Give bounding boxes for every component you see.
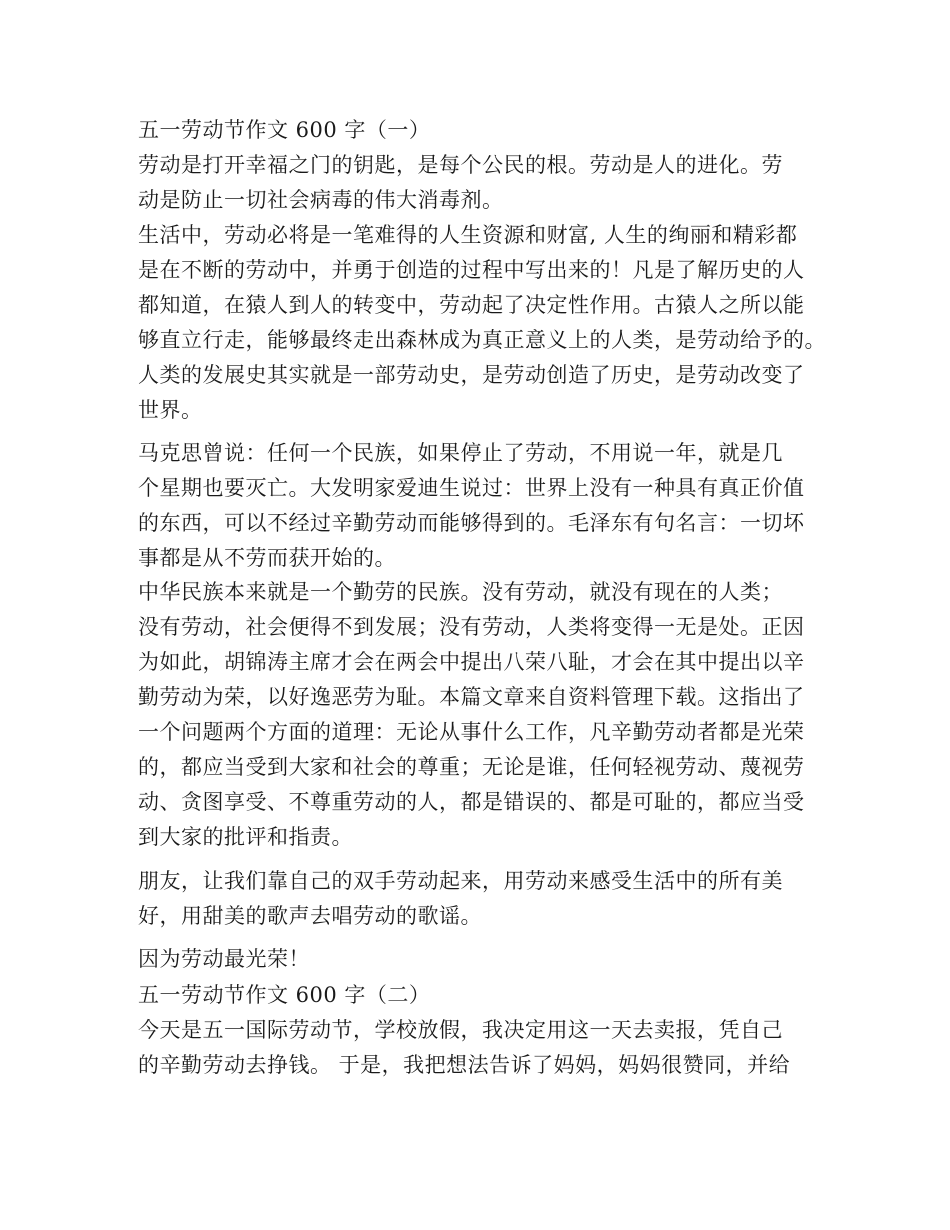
essay-heading-2: 五一劳动节作文 600 字（二） bbox=[138, 983, 431, 1007]
text-line: 的辛勤劳动去挣钱。 于是，我把想法告诉了妈妈，妈妈很赞同，并给 bbox=[138, 1053, 791, 1077]
text-line: 勤劳动为荣，以好逸恶劳为耻。本篇文章来自资料管理下载。这指出了 bbox=[138, 685, 805, 709]
text-line: 到大家的批评和指责。 bbox=[138, 825, 353, 849]
text-line: 的东西，可以不经过辛勤劳动而能够得到的。毛泽东有句名言：一切坏 bbox=[138, 511, 805, 535]
text-line: 世界。 bbox=[138, 398, 203, 422]
text-line: 是在不断的劳动中，并勇于创造的过程中写出来的！凡是了解历史的人 bbox=[138, 258, 805, 282]
text-line: 个星期也要灭亡。大发明家爱迪生说过：世界上没有一种具有真正价值 bbox=[138, 476, 805, 500]
text-line: 为如此，胡锦涛主席才会在两会中提出八荣八耻，才会在其中提出以辛 bbox=[138, 650, 805, 674]
text-line: 今天是五一国际劳动节，学校放假，我决定用这一天去卖报，凭自己 bbox=[138, 1018, 783, 1042]
text-line: 朋友，让我们靠自己的双手劳动起来，用劳动来感受生活中的所有美 bbox=[138, 869, 783, 893]
text-line: 事都是从不劳而获开始的。 bbox=[138, 546, 396, 570]
text-line: 中华民族本来就是一个勤劳的民族。没有劳动，就没有现在的人类； bbox=[138, 580, 783, 604]
text-line: 动是防止一切社会病毒的伟大消毒剂。 bbox=[138, 188, 504, 212]
text-line: 劳动是打开幸福之门的钥匙，是每个公民的根。劳动是人的进化。劳 bbox=[138, 153, 783, 177]
text-line: 好，用甜美的歌声去唱劳动的歌谣。 bbox=[138, 904, 482, 928]
text-line: 马克思曾说：任何一个民族，如果停止了劳动，不用说一年，就是几 bbox=[138, 441, 783, 465]
text-line: 因为劳动最光荣！ bbox=[138, 947, 310, 971]
text-line: 生活中，劳动必将是一笔难得的人生资源和财富, 人生的绚丽和精彩都 bbox=[138, 223, 798, 247]
text-line: 够直立行走，能够最终走出森林成为真正意义上的人类，是劳动给予的。 bbox=[138, 328, 826, 352]
text-line: 动、贪图享受、不尊重劳动的人，都是错误的、都是可耻的，都应当受 bbox=[138, 790, 805, 814]
essay-heading-1: 五一劳动节作文 600 字（一） bbox=[138, 118, 431, 142]
text-line: 一个问题两个方面的道理：无论从事什么工作，凡辛勤劳动者都是光荣 bbox=[138, 720, 805, 744]
text-line: 都知道，在猿人到人的转变中，劳动起了决定性作用。古猿人之所以能 bbox=[138, 293, 805, 317]
text-line: 人类的发展史其实就是一部劳动史，是劳动创造了历史，是劳动改变了 bbox=[138, 363, 805, 387]
text-line: 的，都应当受到大家和社会的尊重；无论是谁，任何轻视劳动、蔑视劳 bbox=[138, 755, 805, 779]
text-line: 没有劳动，社会便得不到发展；没有劳动，人类将变得一无是处。正因 bbox=[138, 615, 805, 639]
